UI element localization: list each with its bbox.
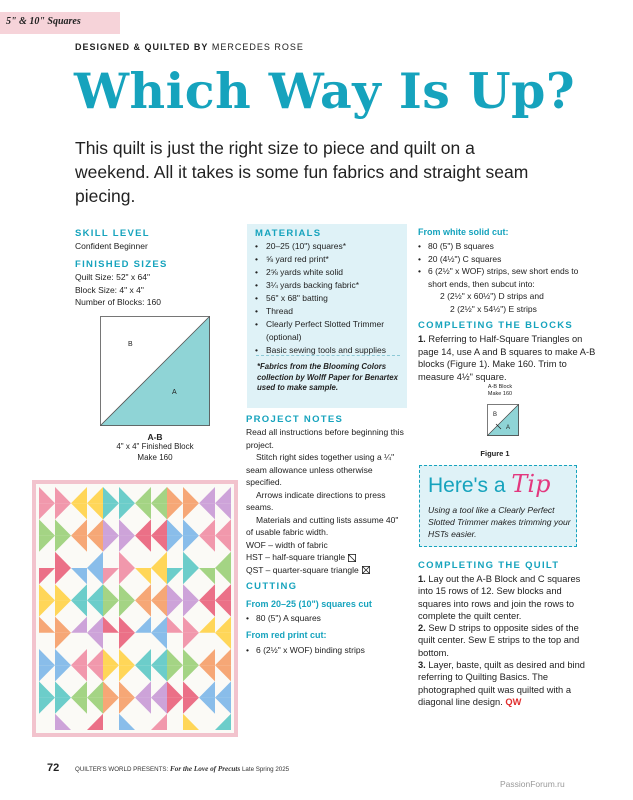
materials-item: • ⅝ yard red print* bbox=[255, 253, 405, 266]
cut-white-item: • 20 (4½") C squares bbox=[418, 253, 598, 266]
materials-item: • 3¼ yards backing fabric* bbox=[255, 279, 405, 292]
project-notes-p1: Read all instructions before beginning this project. bbox=[246, 427, 404, 450]
finished-sizes-list bbox=[75, 271, 161, 309]
project-notes-p4: Materials and cutting lists assume 40" of usable fabric width. bbox=[246, 514, 399, 537]
project-notes-body bbox=[246, 426, 406, 576]
abbr-hst bbox=[246, 551, 406, 564]
cut-white-heading: From white solid cut: bbox=[418, 227, 509, 237]
quilt-size: Quilt Size: 52" x 64" bbox=[75, 272, 151, 282]
cut-red-item: • 6 (2½" x WOF) binding strips bbox=[246, 644, 365, 657]
materials-item: • 56" x 68" batting bbox=[255, 292, 405, 305]
block-diagram-label-a: A bbox=[172, 389, 177, 396]
figure1-caption-line2: Make 160 bbox=[487, 390, 513, 397]
footer-issue: Late Spring 2025 bbox=[241, 766, 290, 773]
materials-list bbox=[255, 240, 405, 357]
materials-item: • Basic sewing tools and supplies bbox=[255, 344, 405, 357]
cut-squares-list bbox=[246, 612, 321, 625]
byline bbox=[75, 42, 304, 52]
block-diagram-caption-line2: Make 160 bbox=[137, 452, 173, 462]
hst-icon bbox=[348, 554, 356, 562]
page-title: Which Way Is Up? bbox=[74, 62, 576, 120]
step3-text: Layer, baste, quilt as desired and bind referring to Quilting Basics. The photographed quilt was quilted with a diagonal line design. bbox=[418, 660, 585, 707]
footer-publication-prefix: QUILTER'S WORLD PRESENTS: bbox=[75, 766, 169, 773]
skill-level-heading: SKILL LEVEL bbox=[75, 228, 150, 239]
project-notes-p3: Arrows indicate directions to press seams. bbox=[246, 489, 386, 512]
materials-item: • 20–25 (10") squares* bbox=[255, 240, 405, 253]
cut-white-item: • 6 (2½" x WOF) strips, sew short ends to short ends, then subcut into: bbox=[418, 265, 598, 290]
figure1-title: Figure 1 bbox=[480, 449, 510, 458]
project-notes-p2: Stitch right sides together using a ¼" seam allowance unless otherwise specified. bbox=[246, 452, 395, 487]
footer-publication-title: For the Love of Precuts bbox=[169, 765, 241, 773]
completing-quilt-step3 bbox=[418, 659, 596, 708]
block-count: Number of Blocks: 160 bbox=[75, 297, 161, 307]
step1-number: 1. bbox=[418, 574, 426, 584]
byline-prefix: DESIGNED & QUILTED BY bbox=[75, 42, 209, 52]
byline-designer: MERCEDES ROSE bbox=[211, 42, 304, 52]
completing-blocks-step-text: Referring to Half-Square Triangles on page 14, use A and B squares to make A-B blocks (Figure 1). Make 160. Trim to measure 4½" square. bbox=[418, 334, 596, 382]
cut-white-list bbox=[418, 240, 598, 315]
completing-quilt-step1 bbox=[418, 573, 596, 622]
quilt-photo bbox=[32, 480, 238, 737]
block-diagram-label-b: B bbox=[128, 341, 133, 348]
materials-heading: MATERIALS bbox=[255, 228, 322, 239]
skill-level-value: Confident Beginner bbox=[75, 241, 148, 251]
footer-publication bbox=[75, 765, 289, 773]
figure1-label-a: A bbox=[506, 425, 511, 431]
block-diagram-caption-line1: 4" x 4" Finished Block bbox=[116, 442, 194, 451]
step1-text: Lay out the A-B Block and C squares into 15 rows of 12. Sew blocks and squares into rows and join the rows to complete the quilt center. bbox=[418, 574, 581, 621]
abbr-wof: WOF – width of fabric bbox=[246, 539, 328, 550]
abbr-hst-text: HST – half-square triangle bbox=[246, 552, 346, 562]
abbr-qst bbox=[246, 564, 406, 577]
block-diagram-title: A-B bbox=[147, 432, 163, 442]
tip-title bbox=[428, 470, 550, 498]
step2-number: 2. bbox=[418, 623, 426, 634]
block-size: Block Size: 4" x 4" bbox=[75, 284, 144, 295]
completing-quilt-heading: COMPLETING THE QUILT bbox=[418, 560, 560, 571]
completing-blocks-step-number: 1. bbox=[418, 334, 426, 344]
figure1-diagram bbox=[487, 404, 519, 436]
finished-sizes-heading: FINISHED SIZES bbox=[75, 259, 168, 270]
section-tab-label: 5" & 10" Squares bbox=[6, 16, 81, 27]
tip-body: Using a tool like a Clearly Perfect Slotted Trimmer makes trimming your HSTs easier. bbox=[428, 505, 571, 539]
cut-red-heading: From red print cut: bbox=[246, 630, 327, 640]
cut-white-subitem: 2 (2½" x 60½") D strips and bbox=[440, 291, 544, 301]
watermark: PassionForum.ru bbox=[500, 779, 565, 789]
cut-squares-heading: From 20–25 (10") squares cut bbox=[246, 599, 372, 609]
tip-title-word: Tip bbox=[511, 470, 551, 498]
cut-white-item: • 80 (5") B squares bbox=[418, 240, 598, 253]
page-number: 72 bbox=[47, 762, 60, 774]
materials-note: *Fabrics from the Blooming Colors collection by Wolff Paper for Benartex used to make sample. bbox=[257, 362, 398, 392]
figure1-caption bbox=[480, 384, 520, 397]
materials-item: • Clearly Perfect Slotted Trimmer (optional) bbox=[255, 318, 405, 343]
completing-blocks-step bbox=[418, 333, 596, 383]
block-diagram-caption bbox=[75, 442, 235, 463]
qw-end-mark: QW bbox=[505, 696, 522, 707]
figure1-caption-line1: A-B Block bbox=[487, 384, 513, 390]
cutting-heading: CUTTING bbox=[246, 581, 298, 592]
cut-red-list bbox=[246, 644, 365, 657]
lead-paragraph: This quilt is just the right size to piece and quilt on a weekend. All it takes is some fun fabrics and straight seam piecing. bbox=[75, 138, 529, 206]
tip-title-prefix: Here's a bbox=[428, 474, 506, 497]
block-diagram bbox=[100, 316, 210, 426]
completing-quilt-step2 bbox=[418, 622, 596, 659]
figure1-label-b: B bbox=[493, 412, 498, 418]
step2-text: Sew D strips to opposite sides of the quilt center. Sew E strips to the top and bottom. bbox=[418, 623, 580, 658]
cut-white-subitem: 2 (2½" x 54½") E strips bbox=[450, 303, 537, 314]
materials-item: • Thread bbox=[255, 305, 405, 318]
materials-item: • 2⅝ yards white solid bbox=[255, 266, 405, 279]
step3-number: 3. bbox=[418, 660, 426, 671]
qst-icon bbox=[362, 566, 370, 574]
completing-blocks-heading: COMPLETING THE BLOCKS bbox=[418, 320, 574, 331]
materials-divider bbox=[256, 355, 400, 356]
cut-squares-item: • 80 (5") A squares bbox=[246, 612, 321, 625]
abbr-qst-text: QST – quarter-square triangle bbox=[246, 564, 359, 575]
project-notes-heading: PROJECT NOTES bbox=[246, 414, 344, 425]
completing-quilt-steps bbox=[418, 573, 596, 708]
